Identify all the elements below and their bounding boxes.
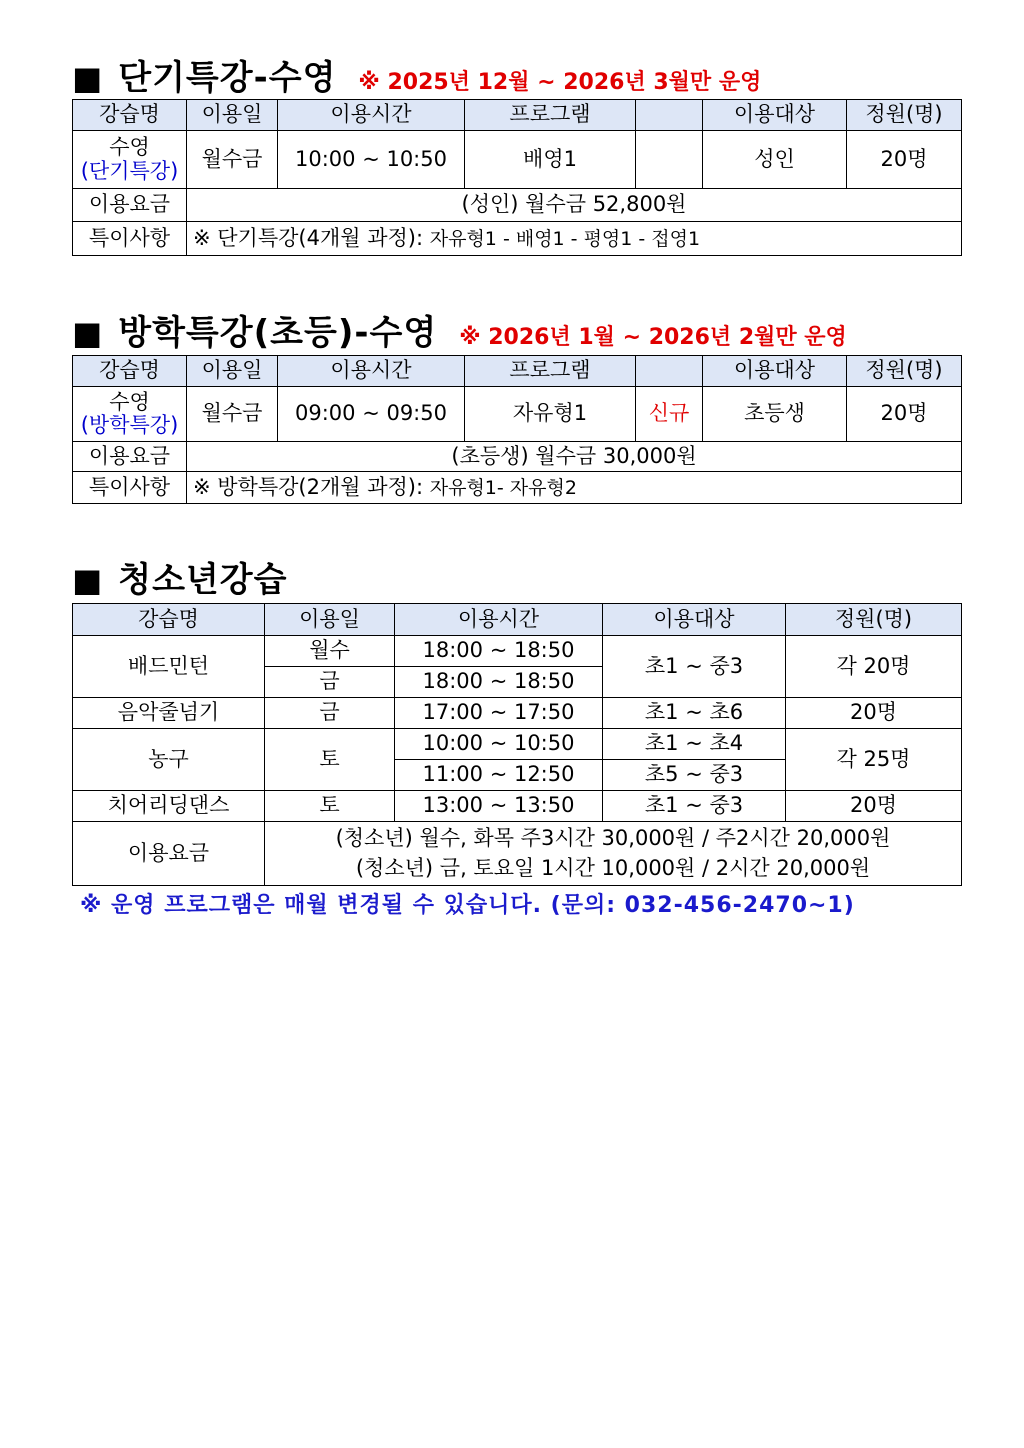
square-bullet-icon: ■ [72,59,103,97]
vacation-swim-table [72,355,962,504]
target-cell: 성인 [703,131,847,189]
header-time: 이용시간 [278,100,465,131]
fee-label: 이용요금 [73,442,187,472]
header-target: 이용대상 [703,356,847,387]
square-bullet-icon: ■ [72,561,103,599]
basketball-name: 농구 [73,729,265,791]
operation-period-note: ※ 2026년 1월 ~ 2026년 2월만 운영 [459,325,847,350]
capacity-cell: 20명 [786,698,962,729]
time-cell: 10:00 ~ 10:50 [395,729,603,760]
header-class-name: 강습명 [73,604,265,636]
header-blank [636,100,703,131]
header-time: 이용시간 [395,604,603,636]
square-bullet-icon: ■ [72,314,103,352]
remark-label: 특이사항 [73,472,187,504]
table-row [73,698,962,729]
program-cell: 배영1 [465,131,636,189]
class-name: 수영 [109,135,150,160]
fee-row [73,822,962,886]
remark-value [187,472,962,504]
section-heading: 단기특강-수영 [118,58,337,98]
header-capacity: 정원(명) [786,604,962,636]
youth-classes-table [72,603,962,886]
header-target: 이용대상 [603,604,786,636]
target-cell: 초등생 [703,387,847,442]
fee-line-2: (청소년) 금, 토요일 1시간 10,000원 / 2시간 20,000원 [355,855,871,880]
class-name-cell [73,131,187,189]
target-cell: 초1 ~ 중3 [603,636,786,698]
target-cell: 초1 ~ 초6 [603,698,786,729]
section-title-vacation-swim [72,305,847,354]
day-cell: 월수금 [187,387,278,442]
operation-period-note: ※ 2025년 12월 ~ 2026년 3월만 운영 [358,70,762,95]
fee-value: (초등생) 월수금 30,000원 [187,442,962,472]
time-cell: 13:00 ~ 13:50 [395,791,603,822]
time-cell: 11:00 ~ 12:50 [395,760,603,791]
table-row [73,636,962,667]
fee-value [265,822,962,886]
table-header-row [73,604,962,636]
day-cell: 금 [265,698,395,729]
class-type: (방학특강) [80,413,179,437]
badminton-name: 배드민턴 [73,636,265,698]
fee-label: 이용요금 [73,822,265,886]
short-term-swim-table [72,99,962,256]
class-name-cell [73,387,187,442]
class-type: (단기특강) [80,158,179,183]
fee-row [73,442,962,472]
target-cell: 초1 ~ 초4 [603,729,786,760]
header-time: 이용시간 [278,356,465,387]
header-day: 이용일 [187,356,278,387]
remark-prefix: ※ 방학특강(2개월 과정): [193,474,424,499]
day-cell: 토 [265,729,395,791]
target-cell: 초1 ~ 중3 [603,791,786,822]
capacity-cell: 각 25명 [786,729,962,791]
remark-row [73,222,962,256]
capacity-cell: 20명 [786,791,962,822]
program-cell: 자유형1 [465,387,636,442]
header-blank [636,356,703,387]
section-heading: 청소년강습 [118,560,288,600]
tag-cell [636,131,703,189]
section-title-short-term-swim [72,50,761,99]
fee-line-1: (청소년) 월수, 화목 주3시간 30,000원 / 주2시간 20,000원 [335,826,891,851]
target-cell: 초5 ~ 중3 [603,760,786,791]
footer-note: ※ 운영 프로그램은 매월 변경될 수 있습니다. (문의: 032-456-2470~1) [80,893,855,918]
header-capacity: 정원(명) [847,356,962,387]
header-capacity: 정원(명) [847,100,962,131]
fee-row [73,189,962,222]
table-header-row [73,356,962,387]
header-program: 프로그램 [465,100,636,131]
fee-label: 이용요금 [73,189,187,222]
remark-value [187,222,962,256]
remark-label: 특이사항 [73,222,187,256]
capacity-cell: 각 20명 [786,636,962,698]
remark-row [73,472,962,504]
time-cell: 18:00 ~ 18:50 [395,667,603,698]
jumprope-name: 음악줄넘기 [73,698,265,729]
header-target: 이용대상 [703,100,847,131]
remark-prefix: ※ 단기특강(4개월 과정): [193,225,424,250]
header-class-name: 강습명 [73,356,187,387]
time-cell: 10:00 ~ 10:50 [278,131,465,189]
fee-value: (성인) 월수금 52,800원 [187,189,962,222]
remark-detail: 자유형1 - 배영1 - 평영1 - 접영1 [429,227,701,250]
table-row [73,387,962,442]
header-day: 이용일 [265,604,395,636]
section-heading: 방학특강(초등)-수영 [118,313,438,353]
day-cell: 토 [265,791,395,822]
time-cell: 18:00 ~ 18:50 [395,636,603,667]
cheer-name: 치어리딩댄스 [73,791,265,822]
day-cell: 금 [265,667,395,698]
header-day: 이용일 [187,100,278,131]
time-cell: 09:00 ~ 09:50 [278,387,465,442]
capacity-cell: 20명 [847,387,962,442]
table-row [73,791,962,822]
day-cell: 월수금 [187,131,278,189]
section-title-youth-classes [72,552,287,601]
table-header-row [73,100,962,131]
header-program: 프로그램 [465,356,636,387]
remark-detail: 자유형1- 자유형2 [429,476,577,499]
time-cell: 17:00 ~ 17:50 [395,698,603,729]
day-cell: 월수 [265,636,395,667]
table-row [73,729,962,760]
new-badge: 신규 [636,387,703,442]
capacity-cell: 20명 [847,131,962,189]
class-name: 수영 [109,389,150,414]
header-class-name: 강습명 [73,100,187,131]
table-row [73,131,962,189]
